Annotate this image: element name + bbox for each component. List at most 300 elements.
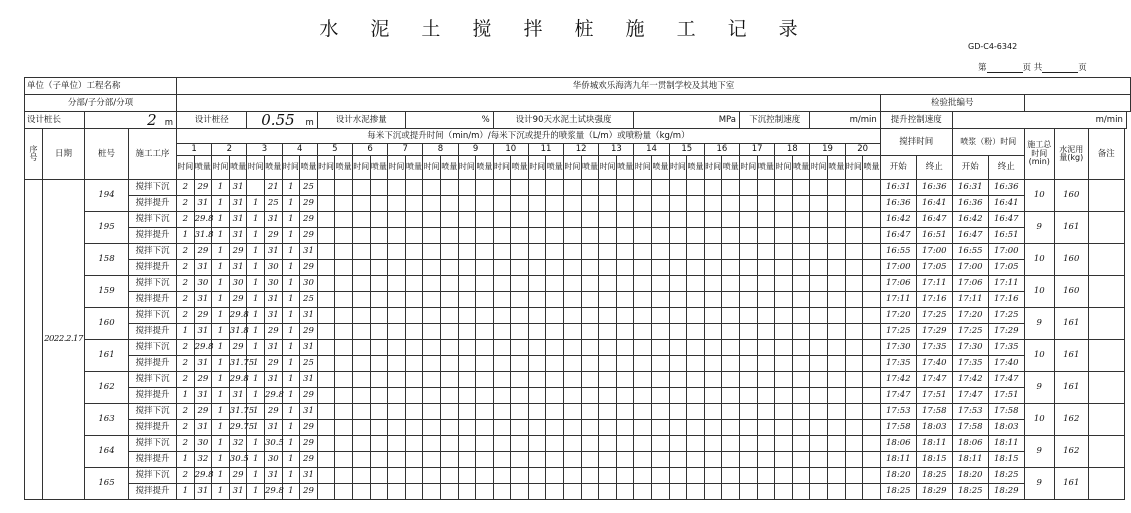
meter-value-cell[interactable]: 29 [300, 436, 318, 452]
meter-value-cell[interactable] [634, 468, 652, 484]
meter-value-cell[interactable] [687, 452, 705, 468]
meter-value-cell[interactable]: 31 [229, 484, 247, 500]
meter-value-cell[interactable] [792, 436, 810, 452]
meter-value-cell[interactable] [599, 228, 617, 244]
remark-cell[interactable] [1088, 404, 1124, 436]
meter-value-cell[interactable]: 1 [212, 340, 230, 356]
meter-value-cell[interactable] [722, 228, 740, 244]
meter-value-cell[interactable] [546, 404, 564, 420]
meter-value-cell[interactable] [757, 388, 775, 404]
meter-value-cell[interactable] [352, 388, 370, 404]
meter-value-cell[interactable] [687, 292, 705, 308]
meter-value-cell[interactable] [317, 180, 335, 196]
meter-value-cell[interactable]: 31 [264, 244, 282, 260]
meter-value-cell[interactable] [528, 228, 546, 244]
meter-value-cell[interactable]: 29 [300, 484, 318, 500]
seq-cell[interactable] [25, 180, 43, 500]
meter-value-cell[interactable] [423, 244, 441, 260]
meter-value-cell[interactable]: 29.8 [264, 484, 282, 500]
meter-value-cell[interactable]: 31 [194, 388, 212, 404]
meter-value-cell[interactable] [863, 292, 881, 308]
spray-end-cell[interactable]: 18:03 [988, 420, 1024, 436]
meter-value-cell[interactable] [669, 196, 687, 212]
mix-end-cell[interactable]: 17:47 [916, 372, 952, 388]
meter-value-cell[interactable] [476, 388, 494, 404]
meter-value-cell[interactable] [405, 452, 423, 468]
meter-value-cell[interactable] [687, 340, 705, 356]
meter-value-cell[interactable] [775, 212, 793, 228]
meter-value-cell[interactable] [722, 468, 740, 484]
meter-value-cell[interactable] [405, 372, 423, 388]
meter-value-cell[interactable] [335, 324, 353, 340]
meter-value-cell[interactable] [511, 404, 529, 420]
meter-value-cell[interactable] [405, 196, 423, 212]
meter-value-cell[interactable] [775, 276, 793, 292]
meter-value-cell[interactable] [616, 196, 634, 212]
meter-value-cell[interactable] [511, 452, 529, 468]
meter-value-cell[interactable] [581, 356, 599, 372]
meter-value-cell[interactable] [740, 244, 758, 260]
meter-value-cell[interactable] [476, 436, 494, 452]
meter-value-cell[interactable] [546, 324, 564, 340]
meter-value-cell[interactable] [493, 212, 511, 228]
meter-value-cell[interactable] [335, 372, 353, 388]
meter-value-cell[interactable] [511, 436, 529, 452]
meter-value-cell[interactable] [335, 292, 353, 308]
meter-value-cell[interactable] [669, 372, 687, 388]
meter-value-cell[interactable] [564, 244, 582, 260]
meter-value-cell[interactable] [775, 372, 793, 388]
meter-value-cell[interactable] [792, 244, 810, 260]
meter-value-cell[interactable] [704, 452, 722, 468]
meter-value-cell[interactable] [634, 212, 652, 228]
meter-value-cell[interactable] [511, 356, 529, 372]
meter-value-cell[interactable]: 29 [300, 212, 318, 228]
meter-value-cell[interactable] [564, 452, 582, 468]
meter-value-cell[interactable] [792, 340, 810, 356]
meter-value-cell[interactable] [440, 484, 458, 500]
meter-value-cell[interactable] [845, 436, 863, 452]
meter-value-cell[interactable] [810, 324, 828, 340]
meter-value-cell[interactable] [616, 436, 634, 452]
meter-value-cell[interactable] [616, 452, 634, 468]
meter-value-cell[interactable]: 29 [300, 452, 318, 468]
mix-end-cell[interactable]: 17:16 [916, 292, 952, 308]
meter-value-cell[interactable] [458, 276, 476, 292]
meter-value-cell[interactable] [528, 340, 546, 356]
meter-value-cell[interactable] [792, 468, 810, 484]
meter-value-cell[interactable] [511, 244, 529, 260]
meter-value-cell[interactable] [740, 340, 758, 356]
mix-start-cell[interactable]: 16:31 [880, 180, 916, 196]
meter-value-cell[interactable]: 31 [300, 340, 318, 356]
meter-value-cell[interactable]: 1 [247, 404, 265, 420]
meter-value-cell[interactable] [792, 420, 810, 436]
meter-value-cell[interactable] [493, 356, 511, 372]
meter-value-cell[interactable]: 1 [282, 372, 300, 388]
meter-value-cell[interactable] [810, 180, 828, 196]
meter-value-cell[interactable] [599, 404, 617, 420]
meter-value-cell[interactable]: 30.5 [229, 452, 247, 468]
meter-value-cell[interactable] [669, 228, 687, 244]
meter-value-cell[interactable] [493, 452, 511, 468]
meter-value-cell[interactable]: 1 [212, 260, 230, 276]
meter-value-cell[interactable]: 29.8 [194, 468, 212, 484]
cement-used-cell[interactable]: 160 [1054, 180, 1088, 212]
meter-value-cell[interactable] [511, 484, 529, 500]
meter-value-cell[interactable] [845, 228, 863, 244]
meter-value-cell[interactable] [546, 468, 564, 484]
meter-value-cell[interactable]: 25 [300, 356, 318, 372]
meter-value-cell[interactable] [616, 468, 634, 484]
meter-value-cell[interactable]: 30 [229, 276, 247, 292]
meter-value-cell[interactable] [599, 452, 617, 468]
meter-value-cell[interactable]: 31.8 [229, 324, 247, 340]
page-total-blank[interactable] [1042, 62, 1078, 73]
meter-value-cell[interactable] [845, 372, 863, 388]
meter-value-cell[interactable]: 1 [247, 324, 265, 340]
meter-value-cell[interactable] [687, 260, 705, 276]
meter-value-cell[interactable] [845, 356, 863, 372]
meter-value-cell[interactable] [845, 308, 863, 324]
meter-value-cell[interactable] [493, 292, 511, 308]
meter-value-cell[interactable]: 1 [247, 244, 265, 260]
meter-value-cell[interactable]: 1 [177, 324, 195, 340]
spray-end-cell[interactable]: 17:29 [988, 324, 1024, 340]
meter-value-cell[interactable] [827, 372, 845, 388]
meter-value-cell[interactable]: 29 [229, 468, 247, 484]
meter-value-cell[interactable] [845, 180, 863, 196]
spray-start-cell[interactable]: 17:30 [952, 340, 988, 356]
meter-value-cell[interactable]: 1 [212, 196, 230, 212]
meter-value-cell[interactable] [634, 260, 652, 276]
meter-value-cell[interactable] [388, 196, 406, 212]
meter-value-cell[interactable] [599, 260, 617, 276]
meter-value-cell[interactable] [810, 468, 828, 484]
meter-value-cell[interactable] [370, 308, 388, 324]
meter-value-cell[interactable] [757, 260, 775, 276]
meter-value-cell[interactable] [423, 324, 441, 340]
meter-value-cell[interactable]: 29 [300, 324, 318, 340]
meter-value-cell[interactable] [775, 324, 793, 340]
meter-value-cell[interactable] [634, 324, 652, 340]
meter-value-cell[interactable] [423, 356, 441, 372]
meter-value-cell[interactable] [317, 212, 335, 228]
meter-value-cell[interactable]: 1 [247, 308, 265, 324]
meter-value-cell[interactable] [652, 340, 670, 356]
meter-value-cell[interactable] [863, 180, 881, 196]
meter-value-cell[interactable] [405, 244, 423, 260]
meter-value-cell[interactable] [423, 388, 441, 404]
meter-value-cell[interactable] [440, 276, 458, 292]
meter-value-cell[interactable]: 1 [212, 212, 230, 228]
meter-value-cell[interactable] [493, 340, 511, 356]
meter-value-cell[interactable] [810, 356, 828, 372]
spray-start-cell[interactable]: 18:20 [952, 468, 988, 484]
meter-value-cell[interactable] [740, 388, 758, 404]
meter-value-cell[interactable] [528, 452, 546, 468]
sink-speed-field[interactable] [810, 112, 880, 129]
meter-value-cell[interactable] [352, 436, 370, 452]
meter-value-cell[interactable]: 31 [300, 244, 318, 260]
meter-value-cell[interactable] [757, 452, 775, 468]
meter-value-cell[interactable] [476, 276, 494, 292]
meter-value-cell[interactable] [616, 340, 634, 356]
meter-value-cell[interactable] [546, 260, 564, 276]
meter-value-cell[interactable] [845, 468, 863, 484]
meter-value-cell[interactable] [652, 436, 670, 452]
meter-value-cell[interactable] [775, 404, 793, 420]
meter-value-cell[interactable] [581, 340, 599, 356]
meter-value-cell[interactable] [476, 420, 494, 436]
total-time-cell[interactable]: 9 [1024, 212, 1054, 244]
meter-value-cell[interactable] [581, 180, 599, 196]
meter-value-cell[interactable] [687, 436, 705, 452]
meter-value-cell[interactable] [405, 228, 423, 244]
meter-value-cell[interactable] [757, 436, 775, 452]
meter-value-cell[interactable] [634, 356, 652, 372]
meter-value-cell[interactable] [863, 276, 881, 292]
meter-value-cell[interactable] [388, 324, 406, 340]
meter-value-cell[interactable] [564, 212, 582, 228]
meter-value-cell[interactable] [476, 180, 494, 196]
meter-value-cell[interactable]: 29 [300, 228, 318, 244]
meter-value-cell[interactable] [652, 276, 670, 292]
meter-value-cell[interactable]: 31 [229, 196, 247, 212]
meter-value-cell[interactable] [476, 196, 494, 212]
remark-cell[interactable] [1088, 468, 1124, 500]
meter-value-cell[interactable] [335, 452, 353, 468]
cement-used-cell[interactable]: 161 [1054, 212, 1088, 244]
meter-value-cell[interactable]: 29 [300, 420, 318, 436]
meter-value-cell[interactable] [370, 436, 388, 452]
meter-value-cell[interactable] [669, 468, 687, 484]
meter-value-cell[interactable] [827, 244, 845, 260]
meter-value-cell[interactable]: 1 [212, 468, 230, 484]
meter-value-cell[interactable] [388, 484, 406, 500]
cement-field[interactable] [405, 112, 493, 129]
meter-value-cell[interactable] [775, 292, 793, 308]
meter-value-cell[interactable] [335, 276, 353, 292]
meter-value-cell[interactable] [757, 244, 775, 260]
meter-value-cell[interactable] [722, 212, 740, 228]
meter-value-cell[interactable] [440, 180, 458, 196]
meter-value-cell[interactable] [827, 388, 845, 404]
spray-start-cell[interactable]: 17:00 [952, 260, 988, 276]
meter-value-cell[interactable] [352, 324, 370, 340]
meter-value-cell[interactable] [845, 420, 863, 436]
meter-value-cell[interactable] [652, 260, 670, 276]
meter-value-cell[interactable] [740, 356, 758, 372]
spray-end-cell[interactable]: 17:25 [988, 308, 1024, 324]
meter-value-cell[interactable] [652, 292, 670, 308]
meter-value-cell[interactable] [792, 356, 810, 372]
meter-value-cell[interactable] [546, 484, 564, 500]
meter-value-cell[interactable]: 1 [247, 356, 265, 372]
meter-value-cell[interactable] [740, 436, 758, 452]
total-time-cell[interactable]: 9 [1024, 468, 1054, 500]
meter-value-cell[interactable] [704, 420, 722, 436]
meter-value-cell[interactable] [352, 212, 370, 228]
meter-value-cell[interactable] [687, 212, 705, 228]
meter-value-cell[interactable] [599, 292, 617, 308]
meter-value-cell[interactable]: 30 [264, 276, 282, 292]
meter-value-cell[interactable] [669, 308, 687, 324]
meter-value-cell[interactable] [388, 292, 406, 308]
meter-value-cell[interactable]: 29.8 [229, 372, 247, 388]
mix-start-cell[interactable]: 17:58 [880, 420, 916, 436]
spray-end-cell[interactable]: 17:35 [988, 340, 1024, 356]
meter-value-cell[interactable] [370, 372, 388, 388]
mix-end-cell[interactable]: 17:11 [916, 276, 952, 292]
meter-value-cell[interactable] [827, 212, 845, 228]
meter-value-cell[interactable]: 31 [229, 260, 247, 276]
total-time-cell[interactable]: 9 [1024, 372, 1054, 404]
meter-value-cell[interactable]: 29 [194, 404, 212, 420]
meter-value-cell[interactable] [757, 292, 775, 308]
meter-value-cell[interactable] [827, 420, 845, 436]
meter-value-cell[interactable] [810, 452, 828, 468]
remark-cell[interactable] [1088, 180, 1124, 212]
meter-value-cell[interactable] [546, 228, 564, 244]
remark-cell[interactable] [1088, 276, 1124, 308]
meter-value-cell[interactable] [775, 228, 793, 244]
meter-value-cell[interactable] [634, 196, 652, 212]
mix-end-cell[interactable]: 16:47 [916, 212, 952, 228]
meter-value-cell[interactable] [792, 372, 810, 388]
meter-value-cell[interactable] [511, 260, 529, 276]
meter-value-cell[interactable] [740, 468, 758, 484]
meter-value-cell[interactable] [511, 292, 529, 308]
mix-end-cell[interactable]: 17:51 [916, 388, 952, 404]
meter-value-cell[interactable] [388, 308, 406, 324]
meter-value-cell[interactable] [634, 276, 652, 292]
meter-value-cell[interactable]: 2 [177, 276, 195, 292]
mix-start-cell[interactable]: 18:25 [880, 484, 916, 500]
meter-value-cell[interactable] [581, 260, 599, 276]
meter-value-cell[interactable] [493, 388, 511, 404]
spray-end-cell[interactable]: 16:51 [988, 228, 1024, 244]
spray-start-cell[interactable]: 18:11 [952, 452, 988, 468]
cement-used-cell[interactable]: 161 [1054, 340, 1088, 372]
meter-value-cell[interactable]: 29 [264, 228, 282, 244]
meter-value-cell[interactable] [775, 420, 793, 436]
meter-value-cell[interactable] [687, 420, 705, 436]
meter-value-cell[interactable] [352, 292, 370, 308]
mix-end-cell[interactable]: 16:41 [916, 196, 952, 212]
meter-value-cell[interactable] [581, 388, 599, 404]
mix-end-cell[interactable]: 17:58 [916, 404, 952, 420]
meter-value-cell[interactable] [863, 196, 881, 212]
meter-value-cell[interactable] [423, 452, 441, 468]
meter-value-cell[interactable] [317, 388, 335, 404]
meter-value-cell[interactable] [722, 196, 740, 212]
meter-value-cell[interactable] [405, 308, 423, 324]
meter-value-cell[interactable]: 2 [177, 212, 195, 228]
meter-value-cell[interactable] [687, 468, 705, 484]
meter-value-cell[interactable] [581, 372, 599, 388]
meter-value-cell[interactable] [845, 276, 863, 292]
meter-value-cell[interactable] [827, 356, 845, 372]
meter-value-cell[interactable] [581, 436, 599, 452]
meter-value-cell[interactable]: 1 [247, 276, 265, 292]
meter-value-cell[interactable]: 2 [177, 308, 195, 324]
meter-value-cell[interactable]: 30 [264, 452, 282, 468]
meter-value-cell[interactable] [405, 436, 423, 452]
meter-value-cell[interactable]: 1 [247, 388, 265, 404]
meter-value-cell[interactable]: 29 [194, 244, 212, 260]
meter-value-cell[interactable] [493, 372, 511, 388]
meter-value-cell[interactable] [423, 404, 441, 420]
meter-value-cell[interactable] [564, 260, 582, 276]
mix-start-cell[interactable]: 16:47 [880, 228, 916, 244]
meter-value-cell[interactable] [652, 212, 670, 228]
meter-value-cell[interactable] [634, 228, 652, 244]
meter-value-cell[interactable] [440, 292, 458, 308]
meter-value-cell[interactable] [440, 436, 458, 452]
meter-value-cell[interactable] [458, 372, 476, 388]
meter-value-cell[interactable]: 1 [247, 420, 265, 436]
meter-value-cell[interactable] [581, 196, 599, 212]
spray-start-cell[interactable]: 17:58 [952, 420, 988, 436]
spray-end-cell[interactable]: 17:11 [988, 276, 1024, 292]
meter-value-cell[interactable] [687, 196, 705, 212]
meter-value-cell[interactable] [458, 324, 476, 340]
meter-value-cell[interactable] [616, 260, 634, 276]
meter-value-cell[interactable] [581, 292, 599, 308]
meter-value-cell[interactable] [599, 420, 617, 436]
meter-value-cell[interactable]: 29 [264, 404, 282, 420]
meter-value-cell[interactable] [405, 468, 423, 484]
mix-end-cell[interactable]: 18:03 [916, 420, 952, 436]
meter-value-cell[interactable] [476, 468, 494, 484]
meter-value-cell[interactable] [335, 340, 353, 356]
meter-value-cell[interactable] [599, 340, 617, 356]
meter-value-cell[interactable]: 1 [247, 260, 265, 276]
pile-number-cell[interactable]: 159 [85, 276, 129, 308]
meter-value-cell[interactable] [370, 388, 388, 404]
meter-value-cell[interactable] [546, 340, 564, 356]
meter-value-cell[interactable]: 1 [282, 196, 300, 212]
spray-start-cell[interactable]: 17:42 [952, 372, 988, 388]
meter-value-cell[interactable] [740, 372, 758, 388]
meter-value-cell[interactable] [440, 196, 458, 212]
meter-value-cell[interactable] [669, 388, 687, 404]
meter-value-cell[interactable]: 31 [194, 356, 212, 372]
meter-value-cell[interactable] [616, 308, 634, 324]
meter-value-cell[interactable]: 2 [177, 372, 195, 388]
meter-value-cell[interactable] [352, 420, 370, 436]
meter-value-cell[interactable] [458, 452, 476, 468]
meter-value-cell[interactable] [423, 420, 441, 436]
meter-value-cell[interactable] [581, 228, 599, 244]
meter-value-cell[interactable] [493, 484, 511, 500]
meter-value-cell[interactable] [792, 196, 810, 212]
cement-used-cell[interactable]: 162 [1054, 404, 1088, 436]
meter-value-cell[interactable]: 1 [212, 276, 230, 292]
meter-value-cell[interactable] [599, 180, 617, 196]
meter-value-cell[interactable] [863, 244, 881, 260]
mix-end-cell[interactable]: 17:00 [916, 244, 952, 260]
meter-value-cell[interactable] [335, 436, 353, 452]
meter-value-cell[interactable]: 31 [264, 212, 282, 228]
remark-cell[interactable] [1088, 244, 1124, 276]
meter-value-cell[interactable] [669, 420, 687, 436]
meter-value-cell[interactable] [511, 276, 529, 292]
meter-value-cell[interactable] [405, 420, 423, 436]
meter-value-cell[interactable] [335, 356, 353, 372]
meter-value-cell[interactable] [388, 228, 406, 244]
